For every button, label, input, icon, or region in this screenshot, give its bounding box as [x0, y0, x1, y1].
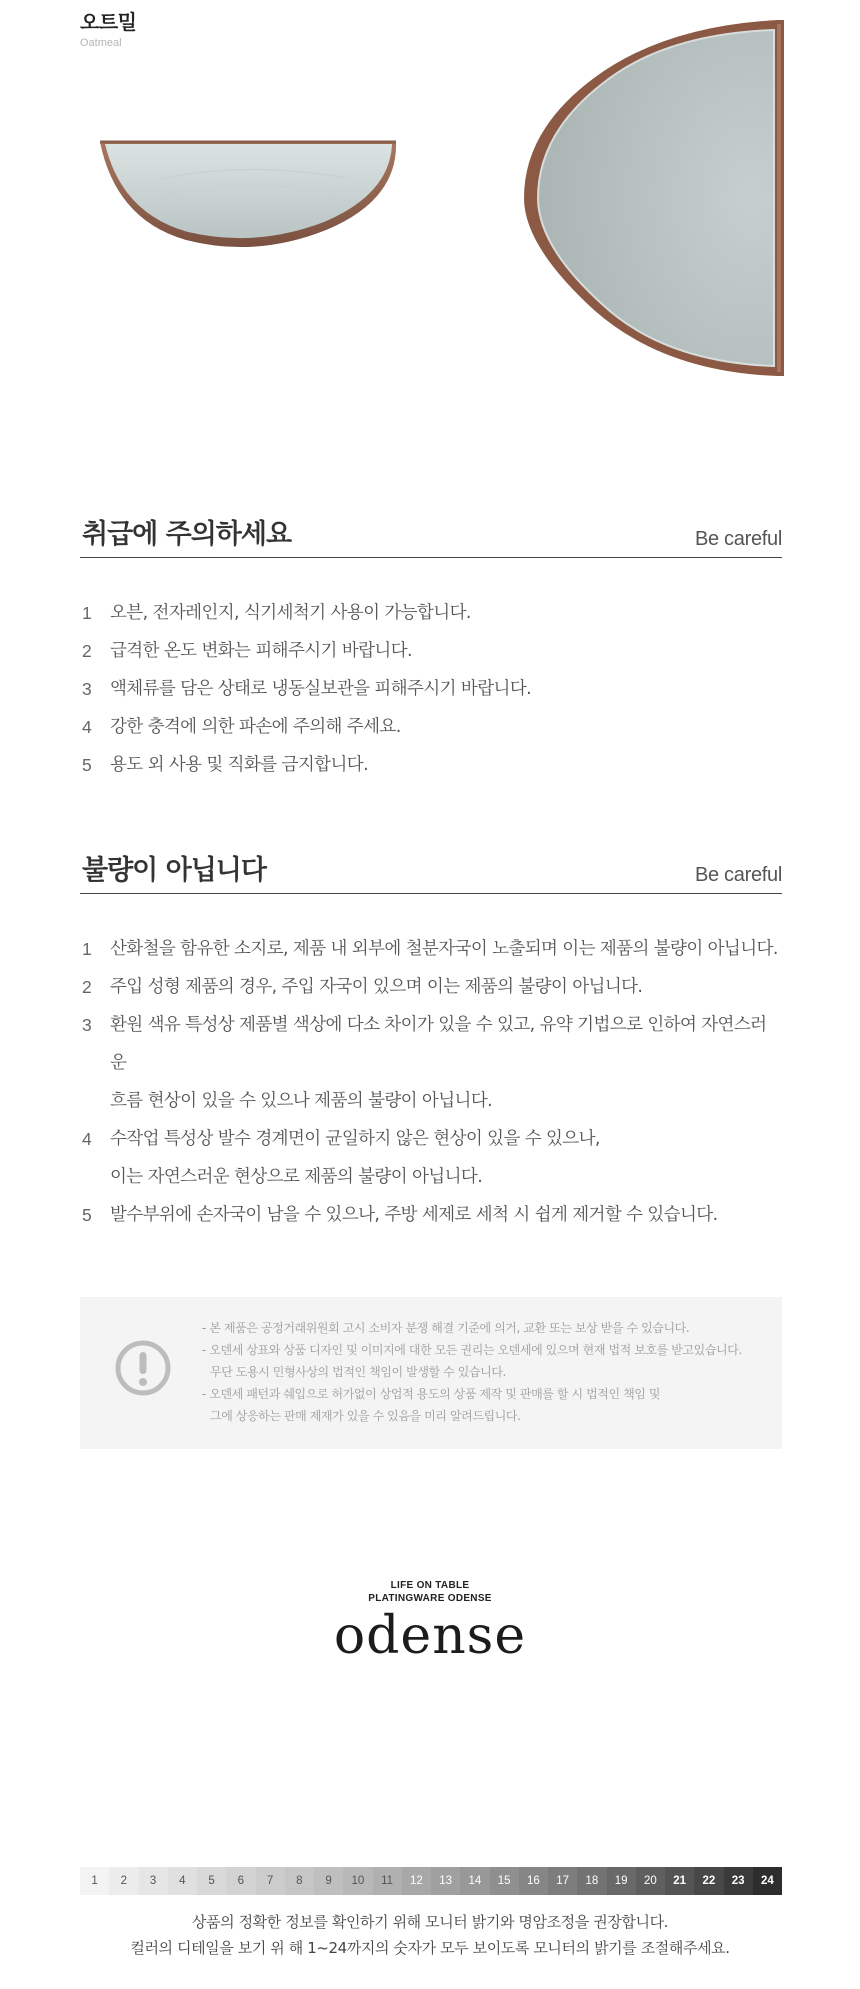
notice-line: - 오덴세 상표와 상품 디자인 및 이미지에 대한 모든 권리는 오덴세에 있으며 현재 법적 보호를 받고있습니다.	[202, 1343, 742, 1357]
notice-box	[80, 1297, 782, 1449]
item-number: 3	[82, 679, 92, 699]
notice-line: 무단 도용시 민형사상의 법적인 책임이 발생할 수 있습니다.	[210, 1365, 506, 1379]
item-number: 4	[82, 717, 92, 737]
item-number: 5	[82, 755, 92, 775]
scale-cell: 22	[694, 1867, 723, 1895]
scale-cell: 5	[197, 1867, 226, 1895]
item-text: 주입 성형 제품의 경우, 주입 자국이 있으며 이는 제품의 불량이 아닙니다.	[110, 977, 643, 997]
item-text: 수작업 특성상 발수 경계면이 균일하지 않은 현상이 있을 수 있으나, 이는 자연스러운 현상으로 제품의 불량이 아닙니다.	[110, 1129, 600, 1187]
product-name: 오트밀	[80, 10, 137, 34]
item-number: 3	[82, 1015, 92, 1035]
item-number: 1	[82, 939, 92, 959]
item-number: 1	[82, 603, 92, 623]
item-text: 액체류를 담은 상태로 냉동실보관을 피해주시기 바랍니다.	[110, 679, 532, 699]
list-item	[80, 632, 782, 670]
care-subtitle: Be careful	[694, 528, 782, 550]
notice-line: - 본 제품은 공정거래위원회 고시 소비자 분쟁 해결 기준에 의거, 교환 또는 보상 받을 수 있습니다.	[202, 1321, 690, 1335]
list-item	[80, 708, 782, 746]
list-item	[80, 930, 782, 968]
item-text: 오븐, 전자레인지, 식기세척기 사용이 가능합니다.	[110, 603, 471, 623]
notice-line: 그에 상응하는 판매 제재가 있을 수 있음을 미리 알려드립니다.	[210, 1409, 521, 1423]
scale-cell: 11	[373, 1867, 402, 1895]
item-number: 2	[82, 977, 92, 997]
item-number: 4	[82, 1129, 92, 1149]
list-item	[80, 968, 782, 1006]
defect-title: 불량이 아닙니다	[82, 855, 266, 886]
scale-cell: 2	[109, 1867, 138, 1895]
defect-section	[80, 848, 782, 1234]
scale-cell: 20	[636, 1867, 665, 1895]
care-header	[80, 512, 782, 558]
scale-cell: 23	[724, 1867, 753, 1895]
scale-cell: 4	[168, 1867, 197, 1895]
scale-cell: 7	[256, 1867, 285, 1895]
care-list	[80, 594, 782, 784]
list-item	[80, 1196, 782, 1234]
item-number: 5	[82, 1205, 92, 1225]
item-text: 강한 충격에 의한 파손에 주의해 주세요.	[110, 717, 401, 737]
item-text: 용도 외 사용 및 직화를 금지합니다.	[110, 755, 369, 775]
item-text: 산화철을 함유한 소지로, 제품 내 외부에 철분자국이 노출되며 이는 제품의 불량이 아닙니다.	[110, 939, 778, 959]
care-section	[80, 512, 782, 784]
scale-cell: 10	[343, 1867, 372, 1895]
scale-cell: 18	[577, 1867, 606, 1895]
exclamation-circle-icon	[114, 1339, 172, 1397]
scale-cell: 8	[285, 1867, 314, 1895]
product-image-top	[524, 20, 784, 376]
defect-subtitle: Be careful	[694, 864, 782, 886]
notice-text	[202, 1317, 742, 1427]
scale-cell: 6	[226, 1867, 255, 1895]
list-item	[80, 1120, 782, 1196]
scale-cell: 15	[490, 1867, 519, 1895]
product-image-side	[96, 130, 406, 260]
list-item	[80, 594, 782, 632]
item-text: 환원 색유 특성상 제품별 색상에 다소 차이가 있을 수 있고, 유약 기법으로 인하여 자연스러운 흐름 현상이 있을 수 있으나 제품의 불량이 아닙니다.	[110, 1015, 767, 1111]
product-name-english: Oatmeal	[80, 37, 122, 49]
item-number: 2	[82, 641, 92, 661]
scale-cell: 14	[460, 1867, 489, 1895]
list-item	[80, 1006, 782, 1120]
item-text: 발수부위에 손자국이 남을 수 있으나, 주방 세제로 세척 시 쉽게 제거할 수 있습니다.	[110, 1205, 718, 1225]
list-item	[80, 670, 782, 708]
scale-cell: 9	[314, 1867, 343, 1895]
scale-cell: 16	[519, 1867, 548, 1895]
brand-tagline-2: PLATINGWARE ODENSE	[368, 1593, 492, 1604]
footer-note-2: 컬러의 디테일을 보기 위 해 1~24까지의 숫자가 모두 보이도록 모니터의 밝기를 조절해주세요.	[130, 1939, 730, 1957]
defect-header	[80, 848, 782, 894]
care-title: 취급에 주의하세요	[82, 519, 292, 550]
brand-logo: odense	[333, 1606, 527, 1666]
brand-tagline: LIFE ON TABLE	[390, 1580, 470, 1591]
brightness-scale	[80, 1867, 782, 1895]
list-item	[80, 746, 782, 784]
scale-cell: 3	[139, 1867, 168, 1895]
scale-cell: 21	[665, 1867, 694, 1895]
scale-cell: 12	[402, 1867, 431, 1895]
defect-list	[80, 930, 782, 1234]
notice-line: - 오덴세 패턴과 쉐입으로 허가없이 상업적 용도의 상품 제작 및 판매를 할 시 법적인 책임 및	[202, 1387, 661, 1401]
scale-cell: 19	[607, 1867, 636, 1895]
scale-cell: 1	[80, 1867, 109, 1895]
footer-note-1: 상품의 정확한 정보를 확인하기 위해 모니터 밝기와 명암조정을 권장합니다.	[191, 1913, 669, 1931]
scale-cell: 17	[548, 1867, 577, 1895]
item-text: 급격한 온도 변화는 피해주시기 바랍니다.	[110, 641, 412, 661]
scale-cell: 13	[431, 1867, 460, 1895]
scale-cell: 24	[753, 1867, 782, 1895]
